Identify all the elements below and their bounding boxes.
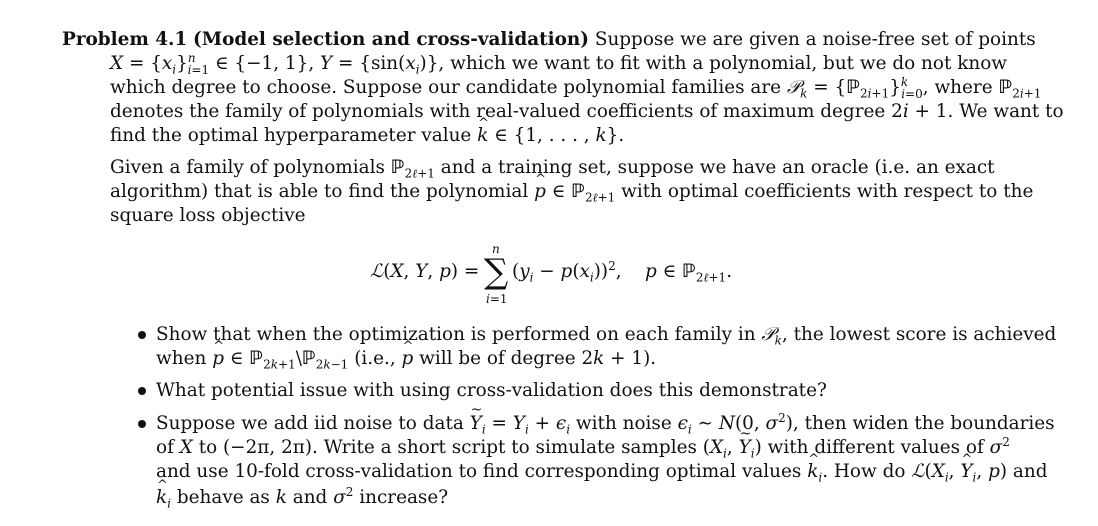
para1-text-5: denotes the family of polynomials with real-valued coefficients of maximum degree 2 — [110, 101, 903, 122]
para2-text-3: algorithm) that is able to find the polynomial — [110, 181, 529, 202]
problem-heading-line — [62, 28, 1036, 52]
para1-line-2: $X = \{x_i\}^n_{i=1}$ ∈ {−1, 1}, $Y = \{\sin(x_i)\}$, which we want to fit with a polynomial, but we do not know — [110, 50, 1008, 77]
bullet-3-line-1: Suppose we add iid noise to data ~ $Y_i = Y_i + \epsilon_i$ with noise $\epsilon_i$ ∼ N(0, $\sigma^2$), then widen the boundaries — [156, 412, 1055, 436]
bullet-2-line-1: What potential issue with using cross-validation does this demonstrate? — [156, 380, 827, 401]
para1-text-7: find the optimal hyperparameter value — [110, 125, 472, 146]
para2-line-1: Given a family of polynomials ℙ$_{2\ell+1}$ and a training set, suppose we have an oracle (i.e. an exact — [110, 157, 995, 181]
para2-line-3 — [110, 204, 306, 228]
para1-text-3: which degree to choose. Suppose our candidate polynomial families are — [110, 77, 782, 98]
para1-line-3: which degree to choose. Suppose our candidate polynomial families are 𝒫$_k$ = {ℙ$_{2i+1}$}$^k_{i=0}$, where ℙ$_{2i+1}$ — [110, 74, 1042, 101]
para1-line-5: find the optimal hyperparameter value ^ k ∈ {1, . . . , k}. — [110, 124, 624, 148]
bullet-1-line-1: Show that when the optimization is performed on each family in 𝒫$_k$, the lowest score is achieved — [156, 324, 1057, 348]
para2-text-1: Given a family of polynomials — [110, 157, 385, 178]
problem-title: (Model selection and cross-validation) — [193, 29, 589, 50]
summation-symbol: ∑ — [484, 252, 509, 292]
bullet-3-line-3: and use 10-fold cross-validation to find corresponding optimal values ^ $k_i$. How do $ℒ(X_i$, ^ $Y_i$, p) and — [156, 460, 1047, 484]
para2-text-2: and a training set, suppose we have an oracle (i.e. an exact — [440, 157, 995, 178]
para1-text-4: , where — [922, 77, 993, 98]
bullet-marker-2 — [138, 387, 146, 395]
bullet-marker-1 — [138, 331, 146, 339]
para1-line-4: denotes the family of polynomials with real-valued coefficients of maximum degree 2i + 1. We want to — [110, 101, 1064, 122]
para1-text-6: + 1. We want to — [908, 101, 1064, 122]
para2-text-5: square loss objective — [110, 205, 306, 226]
problem-number: Problem 4.1 — [62, 29, 188, 50]
para2-text-4: with optimal coefficients with respect to the — [621, 181, 1034, 202]
para1-text-1: Suppose we are given a noise-free set of points — [589, 29, 1036, 50]
bullet-3-line-2: of X to (−2π, 2π). Write a short script to simulate samples ($X_i$, ~ $Y_i$) with different values of $\sigma^2$ — [156, 436, 1010, 460]
bullet-1-line-2: when ^ p ∈ ℙ$_{2k+1}$\ℙ$_{2k-1}$ (i.e., ^ p will be of degree 2k + 1). — [156, 347, 656, 371]
problem-page: Problem 4.1 (Model selection and cross-validation) Suppose we are given a noise-free set of points $X = \{x_i\}^n_{i=1}$ ∈ {−1, 1}, $Y = \{\sin(x_i)\}$, which we want to fit with a polynomial, but we do not know which degree to choose. Suppose our candidate polynomial families are 𝒫$_k$ = {ℙ$_{2i+1}$}$^k_{i=0}$, where ℙ$_{2i+1}$ denotes the family of polynomials with real-valued coefficients of maximum degree 2i + 1. We want to find the optimal hyperparameter value ^ k ∈ {1, . . . , k}. Given a family of polynomials ℙ$_{2\ell+1}$ and a training set, suppose we have an oracle (i.e. an exact algorithm) that is able to find the polynomial ^ p ∈ ℙ$_{2\ell+1}$ with optimal coefficients with respect to the square loss objective ℒ(X, Y, p) = n ∑ i=1 $(y_i - p(x_i))^2$, p ∈ ℙ$_{2\ell+1}$. Show that when the optimization is performed on each family in 𝒫$_k$, the lowest score is achieved when ^ p ∈ ℙ$_{2k+1}$\ℙ$_{2k-1}$ (i.e., ^ p will be of degree 2k + 1). What potential issue with using cross-validation does this demonstrate? Suppose we add iid noise to data ~ $Y_i = Y_i + \epsilon_i$ with noise $\epsilon_i$ ∼ N(0, $\sigma^2$), then widen the boundaries of X to (−2π, 2π). Write a short script to simulate samples ($X_i$, ~ $Y_i$) with different values of $\sigma^2$ and use 10-fold cross-validation to find corresponding optimal values ^ $k_i$. How do $ℒ(X_i$, ^ $Y_i$, p) and ^ $k_i$ behave as k and $\sigma^2$ increase? — [0, 0, 1098, 526]
bullet-marker-3 — [138, 420, 146, 428]
bullet-3-line-4: ^ $k_i$ behave as k and $\sigma^2$ increase? — [156, 486, 448, 510]
para1-text-2: , which we want to fit with a polynomial, but we do not know — [438, 53, 1008, 74]
para2-line-2: algorithm) that is able to find the polynomial ^ p ∈ ℙ$_{2\ell+1}$ with optimal coefficients with respect to the — [110, 180, 1033, 204]
